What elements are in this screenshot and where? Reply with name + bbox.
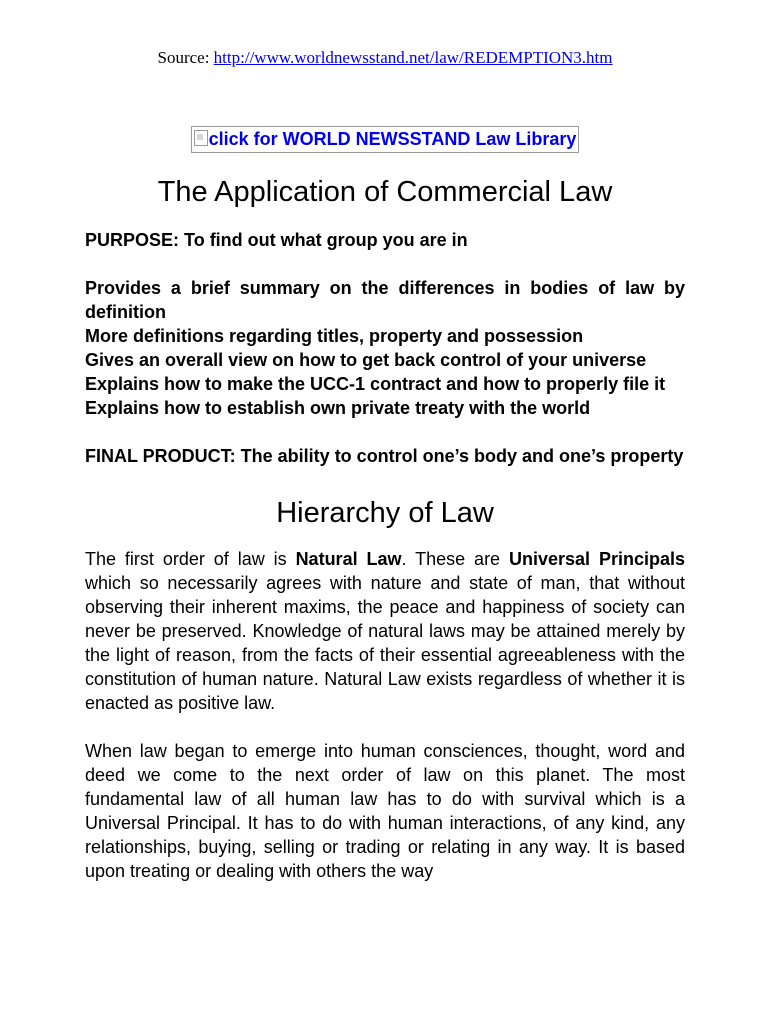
page-title: The Application of Commercial Law: [157, 176, 613, 208]
paragraph-natural-law: [85, 547, 685, 715]
summary-item: Provides a brief summary on the differences in bodies of law by definition: [85, 278, 685, 322]
source-line: [85, 47, 685, 69]
summary-item: Explains how to establish own private treaty with the world: [85, 398, 591, 418]
summary-item: Explains how to make the UCC-1 contract and how to properly file it: [85, 374, 666, 394]
broken-image-icon: [194, 130, 208, 146]
summary-item: More definitions regarding titles, property and possession: [85, 326, 584, 346]
summary-item: Gives an overall view on how to get back control of your universe: [85, 350, 647, 370]
purpose-line: [85, 228, 685, 252]
paragraph1-part3: which so necessarily agrees with nature and state of man, that without observing their inherent maxims, the peace and happiness of society can never be preserved. Knowledge of natural laws may be attained merely by the light of reason, from the facts of their essential agreeableness with the constitution of human nature. Natural Law exists regardless of whether it is enacted as positive law.: [85, 573, 685, 713]
paragraph1-bold-universal-principals: Universal Principals: [509, 549, 685, 569]
source-label: Source:: [157, 48, 210, 67]
final-product-line: [85, 444, 685, 468]
summary-list: [85, 276, 685, 420]
section-heading: Hierarchy of Law: [276, 497, 494, 529]
document-page: [85, 0, 685, 883]
purpose-label: PURPOSE:: [85, 230, 180, 250]
purpose-text: To find out what group you are in: [179, 230, 468, 250]
banner-wrap: [85, 126, 685, 154]
paragraph1-part2: . These are: [401, 549, 509, 569]
final-product-label: FINAL PRODUCT:: [85, 446, 236, 466]
source-link[interactable]: http://www.worldnewsstand.net/law/REDEMPTION3.htm: [213, 48, 613, 67]
paragraph1-bold-natural-law: Natural Law: [295, 549, 402, 569]
final-product-text: The ability to control one’s body and one’s property: [235, 446, 684, 466]
banner-alt-text: click for WORLD NEWSSTAND Law Library: [208, 129, 577, 149]
law-library-banner-link[interactable]: [191, 126, 580, 153]
paragraph1-part1: The first order of law is: [85, 549, 296, 569]
paragraph-human-law: When law began to emerge into human consciences, thought, word and deed we come to the next order of law on this planet. The most fundamental law of all human law has to do with survival which is a Universal Principal. It has to do with human interactions, of any kind, any relationships, buying, selling or trading or relating in any way. It is based upon treating or dealing with others the way: [85, 741, 685, 881]
